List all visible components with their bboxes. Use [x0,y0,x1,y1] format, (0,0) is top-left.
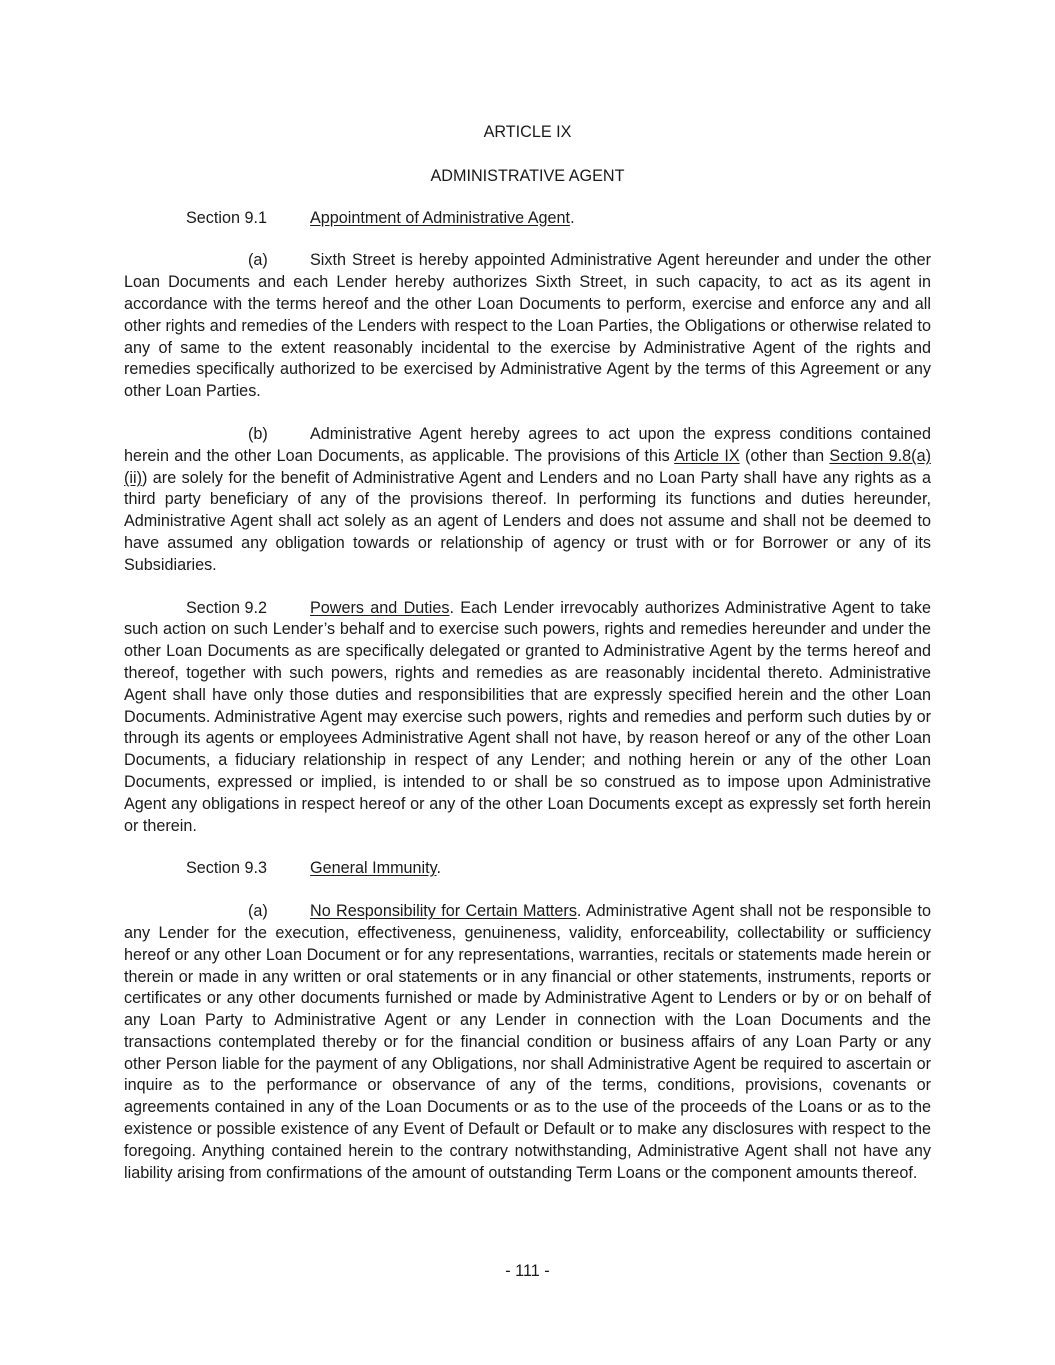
section-title: Powers and Duties [310,598,450,617]
clause-text: ) are solely for the benefit of Administrative Agent and Lenders and no Loan Party shall have any rights as a third party beneficiary of any of the provisions thereof. In performing its functions and duties hereunder, Administrative Agent shall act solely as an agent of Lenders and does not assume and shall not be deemed to have assumed any obligation towards or relationship of agency or trust with or for Borrower or any of its Subsidiaries. [124,468,931,574]
section-9-3-heading [124,858,931,880]
clause-label: (a) [248,251,268,270]
section-9-1-heading [124,208,931,230]
page-number: - 111 - [505,1262,550,1280]
section-text: . Each Lender irrevocably authorizes Administrative Agent to take such action on such Lender’s behalf and to exercise such powers, rights and remedies hereunder and under the other Loan Documents as are specifically delegated or granted to Administrative Agent by the terms hereof and thereof, together with such powers, rights and remedies as are reasonably incidental thereto. Administrative Agent shall have only those duties and responsibilities that are expressly specified herein and the other Loan Documents. Administrative Agent may exercise such powers, rights and remedies and perform such duties by or through its agents or employees Administrative Agent shall not have, by reason hereof or any of the other Loan Documents, a fiduciary relationship in respect of any Lender; and nothing herein or any of the other Loan Documents, expressed or implied, is intended to or shall be so construed as to impose upon Administrative Agent any obligations in respect hereof or any of the other Loan Documents except as expressly set forth herein or therein. [124,598,931,835]
section-9-3-a [124,901,931,1184]
clause-text: Sixth Street is hereby appointed Administrative Agent hereunder and under the other Loan Documents and each Lender hereby authorizes Sixth Street, in such capacity, to act as its agent in accordance with the terms hereof and the other Loan Documents to perform, exercise and enforce any and all other rights and remedies of the Lenders with respect to the Loan Parties, the Obligations or otherwise related to any of same to the extent reasonably incidental to the exercise by Administrative Agent of the rights and remedies specifically authorized to be exercised by Administrative Agent by the terms of this Agreement or any other Loan Parties. [124,251,931,401]
section-title: General Immunity [310,859,437,878]
article-subtitle: ADMINISTRATIVE AGENT [430,166,625,185]
period: . [436,859,442,878]
document-body [124,122,931,1205]
clause-label: (b) [248,424,268,443]
section-9-2 [124,598,931,838]
section-number: Section 9.3 [186,859,267,878]
section-9-1-b [124,424,931,577]
clause-label: (a) [248,902,268,921]
period: . [570,208,575,227]
cross-reference-article: Article IX [674,446,740,465]
clause-heading: No Responsibility for Certain Matters [310,902,577,921]
clause-text: . Administrative Agent shall not be responsible to any Lender for the execution, effectiveness, genuineness, validity, enforceability, collectability or sufficiency hereof or any other Loan Document or for any representations, warranties, recitals or statements made herein or therein or made in any written or oral statements or in any financial or other statements, instruments, reports or certificates or any other documents furnished or made by Administrative Agent to Lenders or by or on behalf of any Loan Party to Administrative Agent or any Lender in connection with the Loan Documents and the transactions contemplated thereby or for the financial condition or business affairs of any Loan Party or any other Person liable for the payment of any Obligations, nor shall Administrative Agent be required to ascertain or inquire as to the performance or observance of any of the terms, conditions, provisions, covenants or agreements contained in any of the Loan Documents or as to the use of the proceeds of the Loans or as to the existence or possible existence of any Event of Default or Default or to make any disclosures with respect to the foregoing. Anything contained herein to the contrary notwithstanding, Administrative Agent shall not have any liability arising from confirmations of the amount of outstanding Term Loans or the component amounts thereof. [124,902,931,1182]
section-9-1-a [124,250,931,403]
clause-text: (other than [739,446,830,465]
section-title: Appointment of Administrative Agent [310,208,571,227]
article-title: ARTICLE IX [483,123,572,141]
cross-reference-section: Section 9.8(a)(ii) [124,446,931,487]
section-number: Section 9.2 [186,598,267,617]
clause-text: Administrative Agent hereby agrees to act upon the express conditions contained herein and the other Loan Documents, as applicable. The provisions of this [124,424,931,465]
section-number: Section 9.1 [186,208,267,227]
